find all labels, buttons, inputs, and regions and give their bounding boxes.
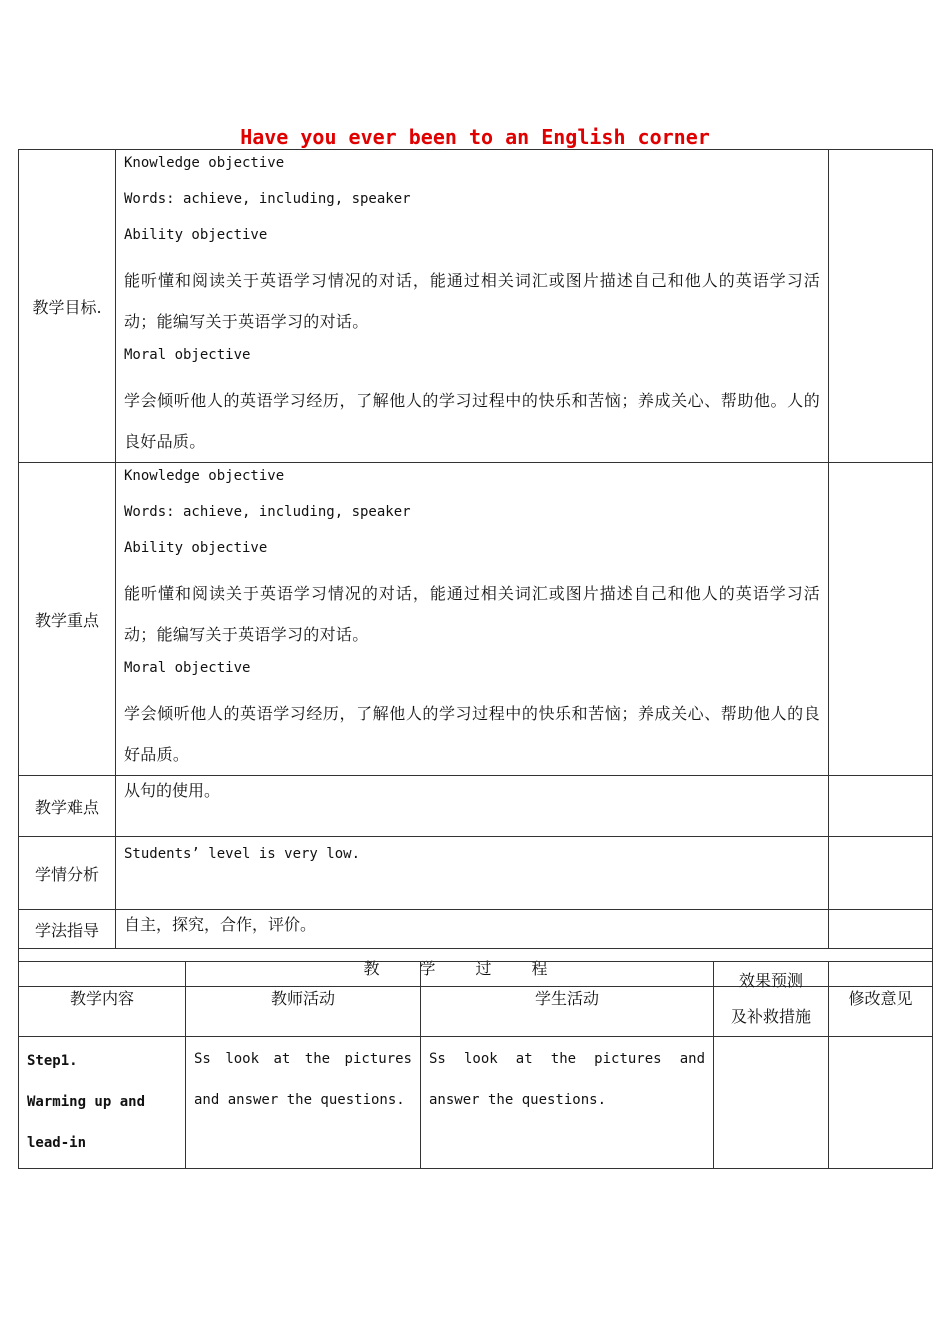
objective-line: Moral objective — [124, 347, 251, 363]
key-points-row — [19, 463, 933, 776]
header-effect-line: 效果预测 — [738, 971, 803, 990]
process-table — [18, 961, 933, 1169]
objective-paragraph: 能听懂和阅读关于英语学习情况的对话，能通过相关词汇或图片描述自己和他人的英语学习活动；能编写关于英语学习的对话。 — [124, 271, 820, 331]
key-points-label: 教学重点 — [19, 463, 116, 776]
step1-row — [19, 1037, 933, 1169]
key-point-line: Moral objective — [124, 660, 251, 676]
step1-line: Warming up and — [27, 1094, 146, 1110]
step1-effect — [714, 1037, 829, 1169]
method-row — [19, 910, 933, 949]
step1-line: Step1. — [27, 1053, 78, 1069]
method-label: 学法指导 — [19, 910, 116, 949]
key-point-line: Words: achieve, including, speaker — [124, 504, 411, 520]
objective-paragraph: 学会倾听他人的英语学习经历，了解他人的学习过程中的快乐和苦恼；养成关心、帮助他。人的良好品质。 — [124, 391, 820, 451]
objectives-content — [116, 150, 829, 463]
step1-line: lead-in — [27, 1135, 87, 1151]
objectives-row — [19, 150, 933, 463]
key-points-notes — [829, 463, 933, 776]
step1-student-activity: Ss look at the pictures and answer the questions. — [421, 1037, 714, 1169]
objectives-label: 教学目标. — [19, 150, 116, 463]
difficulty-text: 从句的使用。 — [116, 776, 829, 837]
header-content: 教学内容 — [19, 962, 186, 1037]
method-text: 自主，探究，合作，评价。 — [116, 910, 829, 949]
method-notes — [829, 910, 933, 949]
objective-line: Words: achieve, including, speaker — [124, 191, 411, 207]
process-header-row — [19, 962, 933, 1037]
header-student: 学生活动 — [421, 962, 714, 1037]
key-point-paragraph: 能听懂和阅读关于英语学习情况的对话，能通过相关词汇或图片描述自己和他人的英语学习活动；能编写关于英语学习的对话。 — [124, 584, 820, 644]
analysis-notes — [829, 837, 933, 910]
key-point-line: Ability objective — [124, 540, 268, 556]
key-points-content — [116, 463, 829, 776]
document-title: Have you ever been to an English corner — [240, 125, 710, 149]
header-teacher: 教师活动 — [186, 962, 421, 1037]
step1-teacher-activity: Ss look at the pictures and answer the questions. — [186, 1037, 421, 1169]
plan-table — [18, 149, 933, 987]
header-revision: 修改意见 — [829, 962, 933, 1037]
analysis-text: Students’ level is very low. — [116, 837, 829, 910]
objective-line: Ability objective — [124, 227, 268, 243]
objective-line: Knowledge objective — [124, 155, 285, 171]
process-heading: 教学过程 — [19, 949, 933, 987]
key-point-line: Knowledge objective — [124, 468, 285, 484]
analysis-label: 学情分析 — [19, 837, 116, 910]
analysis-row — [19, 837, 933, 910]
header-effect — [714, 962, 829, 1037]
difficulty-notes — [829, 776, 933, 837]
header-effect-line: 及补救措施 — [730, 1007, 811, 1026]
objectives-notes — [829, 150, 933, 463]
step1-content — [19, 1037, 186, 1169]
difficulty-label: 教学难点 — [19, 776, 116, 837]
step1-revision — [829, 1037, 933, 1169]
key-point-paragraph: 学会倾听他人的英语学习经历，了解他人的学习过程中的快乐和苦恼；养成关心、帮助他人的良好品质。 — [124, 704, 820, 764]
difficulty-row — [19, 776, 933, 837]
